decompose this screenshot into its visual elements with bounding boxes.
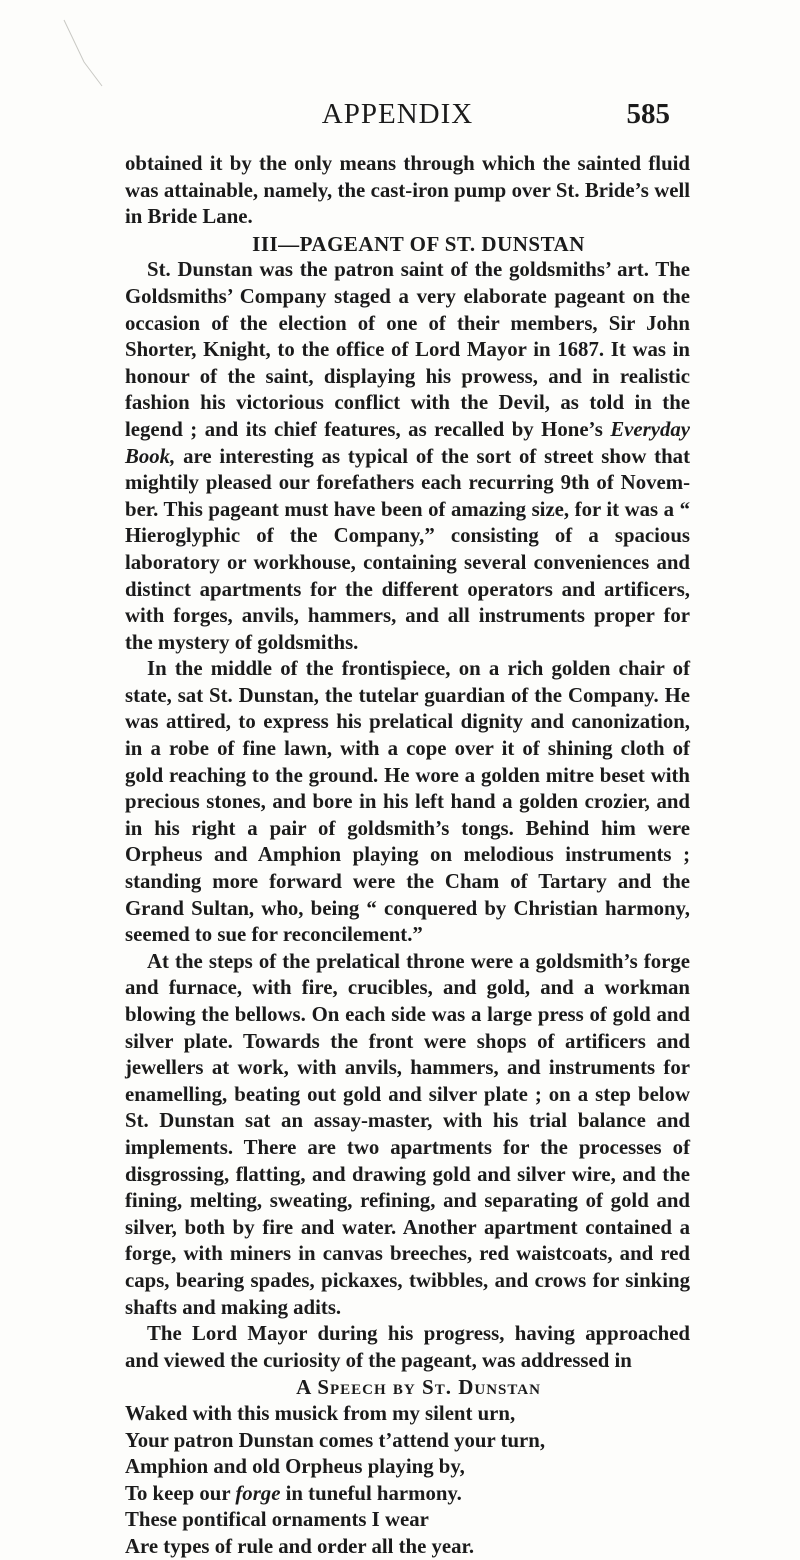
verse-line bbox=[125, 1481, 690, 1508]
verse-line: Waked with this musick from my silent urn, bbox=[125, 1401, 516, 1425]
paragraph-1-part-b: are interesting as typical of the sort of street show that mightily pleased our forefathers each recurring 9th of November. This pageant must have been of amazing size, for it was a “ Hieroglyphic of the Company,” consisting of a spacious laboratory or workhouse, containing several conveniences and distinct apartments for the different operators and artificers, with forges, anvils, hammers, and all instruments proper for the mystery of goldsmiths. bbox=[125, 444, 690, 654]
paragraph-continuation: obtained it by the only means through which the sainted fluid was attainable, namely, the cast-iron pump over St. Bride’s well in Bride Lane. bbox=[125, 152, 690, 229]
verse-italic-word: forge bbox=[235, 1481, 281, 1505]
running-header bbox=[125, 98, 670, 134]
verse-line-part: in tuneful harmony. bbox=[280, 1481, 462, 1505]
verse-block bbox=[125, 1401, 690, 1560]
verse-line: Your patron Dunstan comes t’attend your turn, bbox=[125, 1428, 546, 1452]
page-number: 585 bbox=[626, 98, 670, 130]
verse-line: Are types of rule and order all the year. bbox=[125, 1534, 475, 1558]
section-heading: III—PAGEANT OF ST. DUNSTAN bbox=[252, 231, 585, 256]
book-title: Everyday Book, bbox=[125, 417, 690, 468]
verse-line: Amphion and old Orpheus playing by, bbox=[125, 1455, 465, 1479]
paragraph-4: The Lord Mayor during his progress, having approached and viewed the curiosity of the pageant, was addressed in bbox=[125, 1322, 690, 1372]
speech-heading: A Speech by St. Dunstan bbox=[296, 1375, 541, 1400]
running-title: APPENDIX bbox=[321, 98, 474, 130]
paragraph-3: At the steps of the prelatical throne were a goldsmith’s forge and furnace, with fire, crucibles, and gold, and a workman blowing the bellows. On each side was a large press of gold and silver plate. Towards the front were shops of artificers and jewellers at work, with anvils, hammers, and instruments for enamelling, beating out gold and silver plate ; on a step below St. Dunstan sat an assay-master, with his trial balance and implements. There are two apartments for the processes of disgrossing, flatting, and drawing gold and silver wire, and the fining, melting, sweating, refining, and separating of gold and silver, both by fire and water. Another apartment contained a forge, with miners in canvas breeches, red waistcoats, and red caps, bearing spades, pickaxes, twibbles, and crows for sinking shafts and making adits. bbox=[125, 949, 690, 1319]
page-fold-mark bbox=[62, 18, 110, 88]
paragraph-1 bbox=[125, 257, 690, 656]
paragraph-1-part-a: St. Dunstan was the patron saint of the goldsmiths’ art. The Goldsmiths’ Company staged a very elaborate pageant on the occasion of the election of one of their members, Sir John Shorter, Knight, to the office of Lord Mayor in 1687. It was in honour of the saint, displaying his prowess, and in realistic fashion his victorious conflict with the Devil, as told in the legend ; and its chief features, as recalled by Hone’s bbox=[125, 258, 690, 441]
text-body bbox=[125, 151, 690, 1560]
verse-line: These pontifical ornaments I wear bbox=[125, 1508, 429, 1532]
paragraph-2: In the middle of the frontispiece, on a rich golden chair of state, sat St. Dunstan, the tutelar guardian of the Company. He was attired, to express his prelatical dignity and canonization, in a robe of fine lawn, with a cope over it of shining cloth of gold reaching to the ground. He wore a golden mitre beset with precious stones, and bore in his left hand a golden crozier, and in his right a pair of goldsmith’s tongs. Behind him were Orpheus and Amphion playing on melodious instruments ; standing more forward were the Cham of Tartary and the Grand Sultan, who, being “ conquered by Christian harmony, seemed to sue for reconcilement.” bbox=[125, 657, 690, 947]
verse-line-part: To keep our bbox=[125, 1481, 236, 1505]
